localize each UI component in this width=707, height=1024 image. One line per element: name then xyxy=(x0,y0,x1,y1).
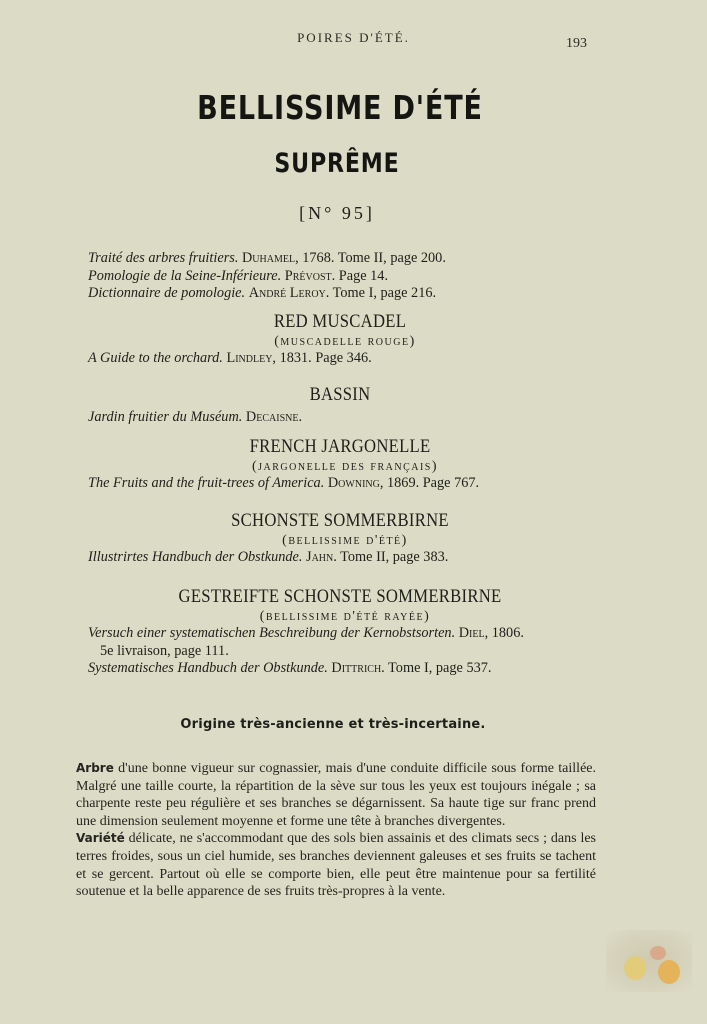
synonym-name: BASSIN xyxy=(309,385,371,405)
pear-icon xyxy=(658,960,680,984)
reference-line: Pomologie de la Seine-Inférieure. Prévost. Page 14. xyxy=(88,267,389,284)
pear-icon xyxy=(624,956,646,980)
reference-line: Versuch einer systematischen Beschreibung der Kernobstsorten. Diel, 1806. xyxy=(88,625,524,641)
synonym-name: RED MUSCADEL xyxy=(273,312,407,332)
synonym-translation: (muscadelle rouge) xyxy=(274,334,416,349)
synonym-name: GESTREIFTE SCHONSTE SOMMERBIRNE xyxy=(178,587,502,607)
description-text xyxy=(76,760,596,901)
synonym-block xyxy=(0,587,707,678)
page-subtitle: SUPRÊME xyxy=(274,148,400,179)
main-references xyxy=(88,250,538,303)
variety-number: [N° 95] xyxy=(299,203,375,223)
reference-line: Illustrirtes Handbuch der Obstkunde. Jahn. Tome II, page 383. xyxy=(88,549,449,565)
synonym-block xyxy=(0,437,707,493)
synonym-translation: (bellissime d'été) xyxy=(282,533,408,548)
pear-stamp-icon xyxy=(606,930,692,992)
origin-heading: Origine très-ancienne et très-incertaine. xyxy=(180,717,486,732)
running-head: POIRES D'ÉTÉ. xyxy=(297,30,410,45)
synonym-block xyxy=(0,511,707,567)
page-number: 193 xyxy=(566,36,587,51)
reference-line: Jardin fruitier du Muséum. Decaisne. xyxy=(88,409,303,425)
synonym-block xyxy=(0,312,707,368)
paragraph-variety: Variété délicate, ne s'accommodant que des sols bien assainis et des climats secs ; dans les terres froides, sous un ciel humide, ses branches deviennent galeuses et ses fruits se tachent et se gercent. Partout où elle se comporte bien, elle peut être maintenue pour sa fertilité soutenue et la belle apparence de ses fruits très-propres à la vente. xyxy=(76,831,596,900)
pear-icon xyxy=(650,946,666,960)
synonym-translation: (jargonelle des français) xyxy=(251,459,439,474)
synonym-translation: (bellissime d'été rayée) xyxy=(259,609,431,624)
reference-line: Traité des arbres fruitiers. Duhamel, 1768. Tome II, page 200. xyxy=(88,250,446,266)
page-title: BELLISSIME D'ÉTÉ xyxy=(197,88,483,127)
synonym-name: SCHONSTE SOMMERBIRNE xyxy=(231,511,449,531)
synonym-block xyxy=(0,385,707,427)
reference-line: The Fruits and the fruit-trees of America. Downing, 1869. Page 767. xyxy=(88,475,480,491)
paragraph-tree: Arbre d'une bonne vigueur sur cognassier, mais d'une conduite difficile sous forme taillée. Malgré une taille courte, la répartition de la sève sur tous les yeux est toujours inégale ; sa charpente reste peu régulière et ses branches se dégarnissent. Sa haute tige sur franc prend une dimension seulement moyenne et forme une tête à branches divergentes. xyxy=(76,761,596,829)
synonym-name: FRENCH JARGONELLE xyxy=(249,437,431,457)
reference-line: Systematisches Handbuch der Obstkunde. Dittrich. Tome I, page 537. xyxy=(88,660,492,676)
reference-line: 5e livraison, page 111. xyxy=(100,642,229,659)
reference-line: Dictionnaire de pomologie. André Leroy. Tome I, page 216. xyxy=(88,285,437,301)
reference-line: A Guide to the orchard. Lindley, 1831. Page 346. xyxy=(88,350,372,366)
